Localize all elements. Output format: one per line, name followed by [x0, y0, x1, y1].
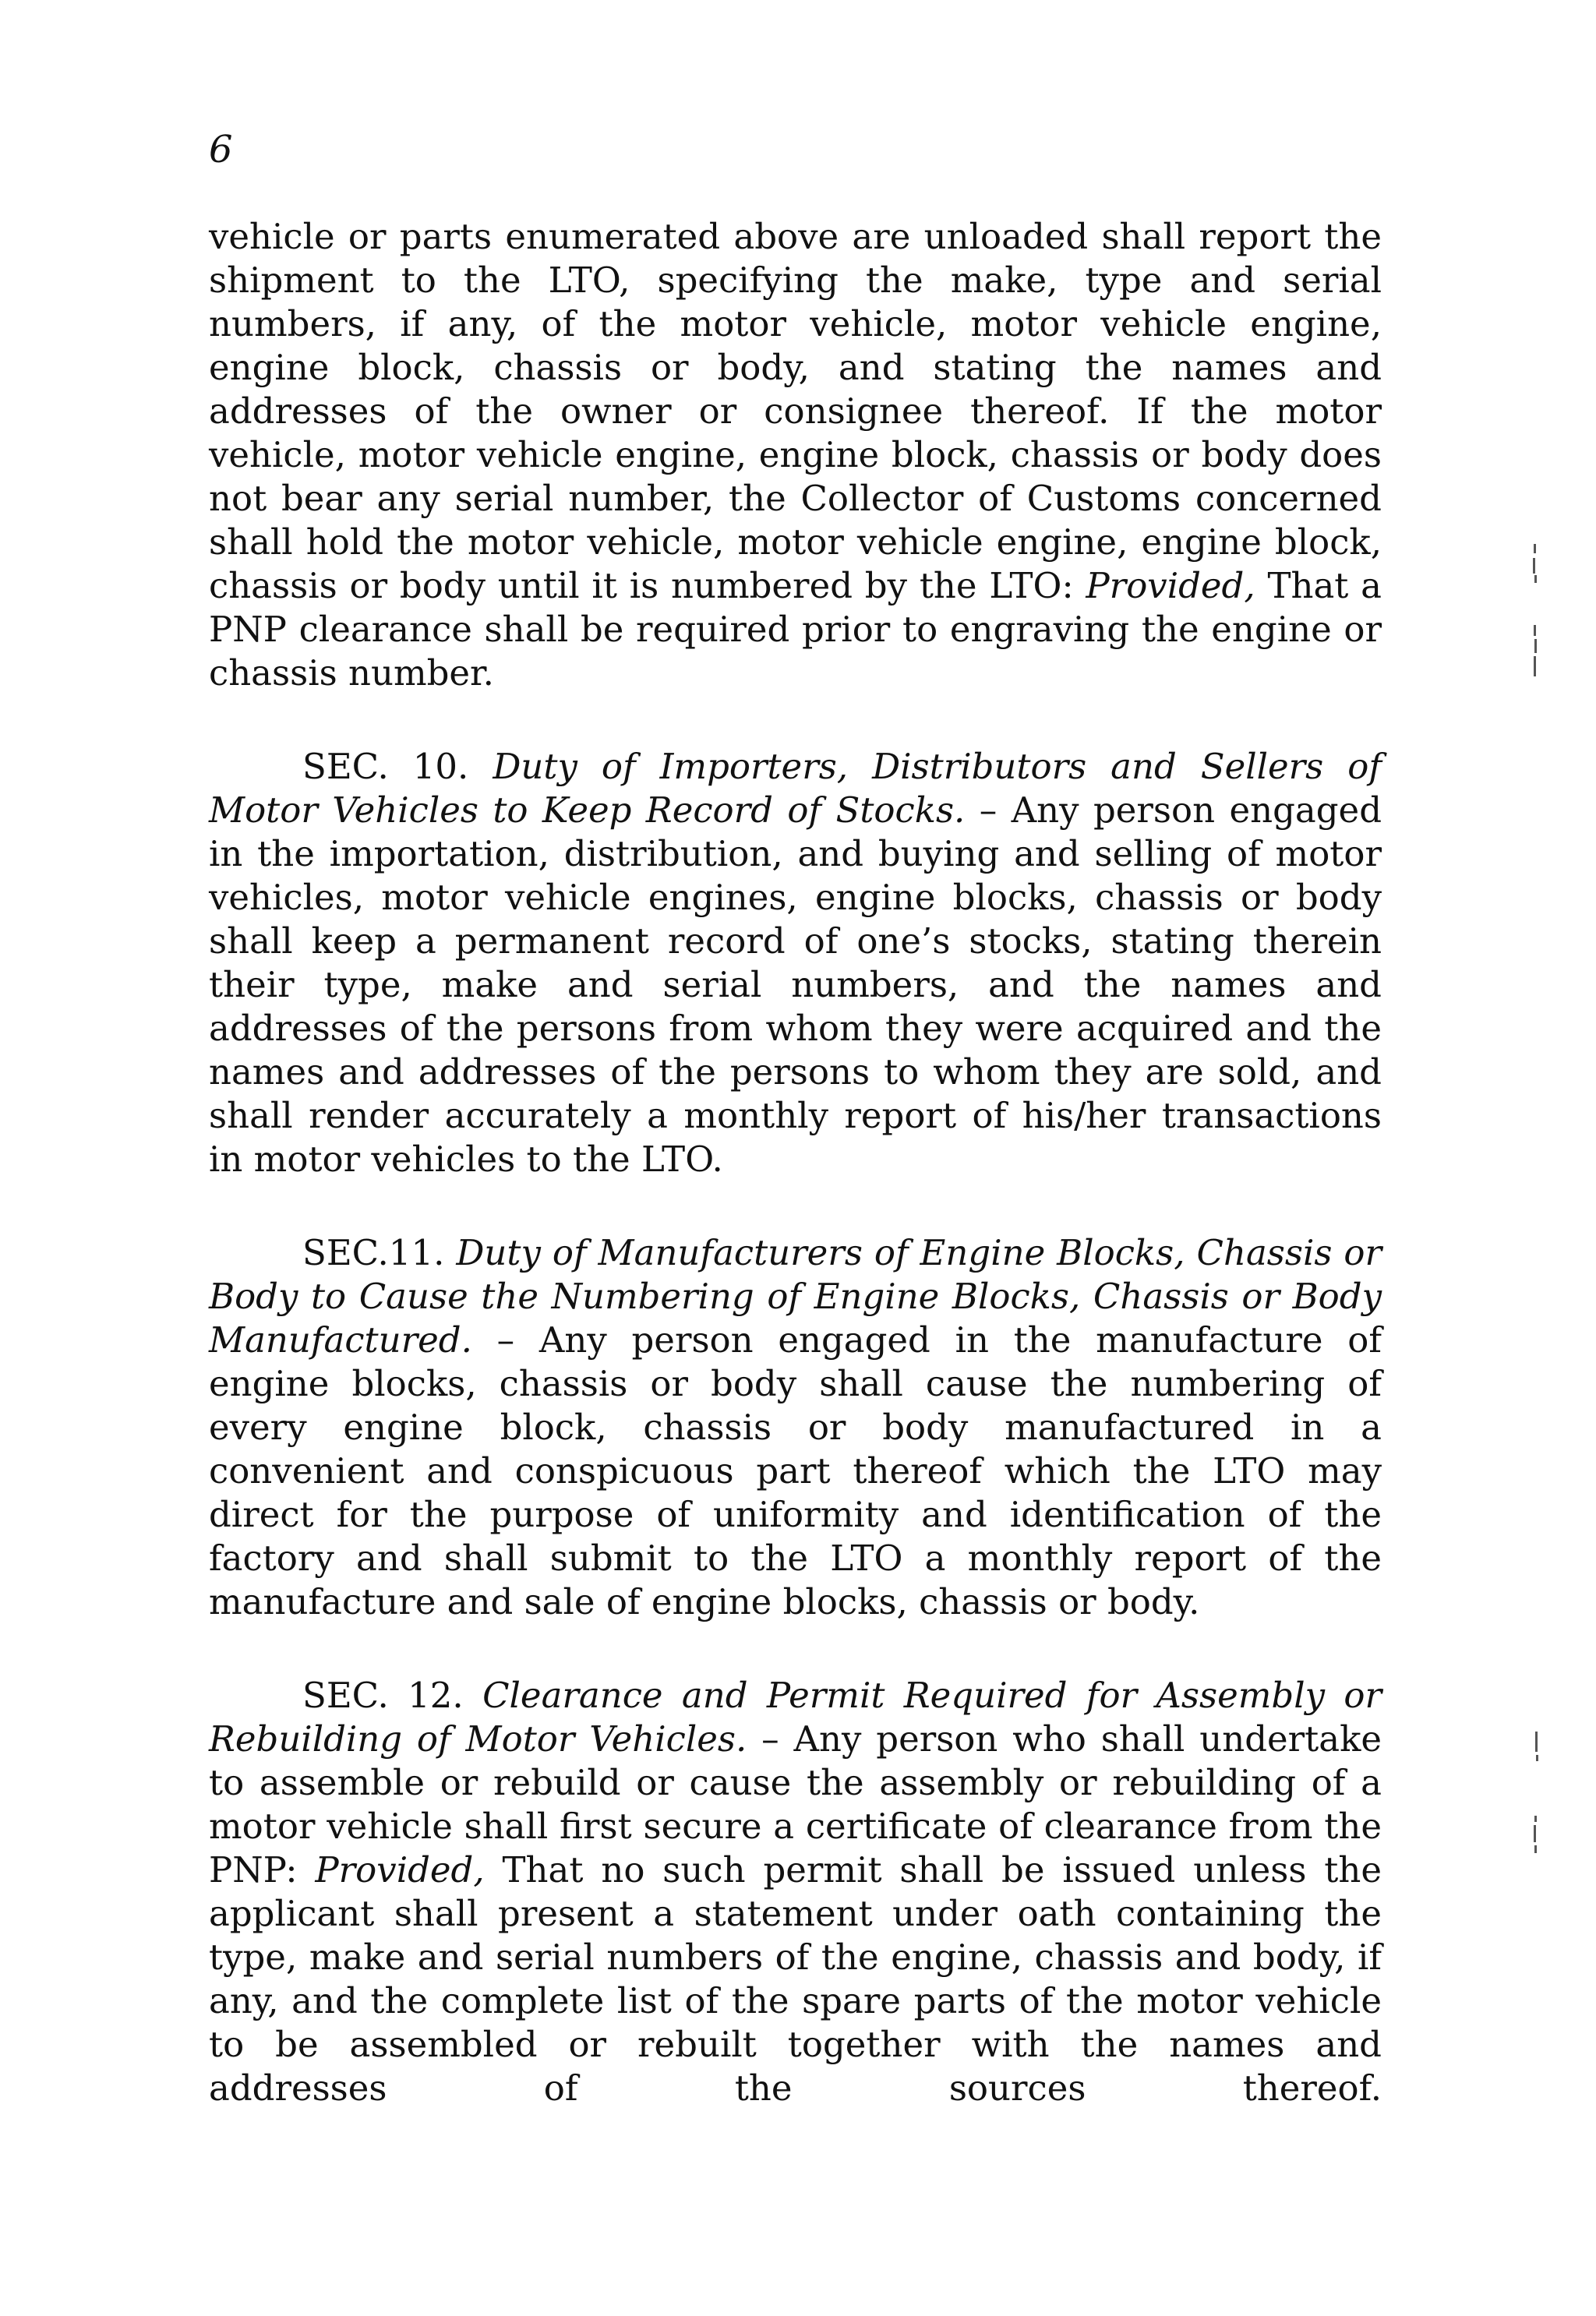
- scan-mark: [1534, 656, 1536, 676]
- scan-mark: [1534, 625, 1536, 636]
- section-12: [209, 1674, 1382, 2110]
- scan-margin-marks: [1529, 0, 1552, 2316]
- section-title: Duty of Manufacturers of Engine Blocks, Chassis or Body to Cause the Numbering of Engine Blocks, Chassis or Body Manufactured.: [209, 1232, 1382, 1361]
- section-title: Duty of Importers, Distributors and Sellers of Motor Vehicles to Keep Record of Stocks.: [209, 746, 1382, 831]
- scan-mark: [1534, 544, 1536, 553]
- section-10: [209, 745, 1382, 1181]
- section-title: Clearance and Permit Required for Assembly or Rebuilding of Motor Vehicles.: [209, 1675, 1382, 1760]
- continuation-text: vehicle or parts enumerated above are unloaded shall report the shipment to the LTO, specifying the make, type and serial numbers, if any, of the motor vehicle, motor vehicle engine, engine block, chassis or body, and stating the names and addresses of the owner or consignee thereof. If the motor vehicle, motor vehicle engine, engine block, chassis or body does not bear any serial number, the Collector of Customs concerned shall hold the motor vehicle, motor vehicle engine, engine block, chassis or body until it is numbered by the LTO:: [209, 216, 1382, 606]
- scan-mark: [1534, 575, 1537, 583]
- section-number: SEC. 10.: [302, 746, 469, 787]
- body-text: [209, 215, 1382, 2110]
- scan-mark: [1533, 558, 1535, 574]
- section-text: – Any person engaged in the manufacture of engine blocks, chassis or body shall cause the numbering of every engine block, chassis or body manufactured in a convenient and conspicuous part thereof which the LTO may direct for the purpose of uniformity and identification of the factory and shall submit to the LTO a monthly report of the manufacture and sale of engine blocks, chassis or body.: [209, 1319, 1382, 1622]
- continuation-text-after: That a PNP clearance shall be required prior to engraving the engine or chassis number.: [209, 565, 1382, 694]
- scan-mark: [1535, 1732, 1538, 1752]
- section-text-after: That no such permit shall be issued unless the applicant shall present a statement under oath containing the type, make and serial numbers of the engine, chassis and body, if any, and the complete list of the spare parts of the motor vehicle to be assembled or rebuilt together with the names and addresses of the sources thereof.: [209, 1849, 1382, 2109]
- proviso-emphasis: Provided,: [315, 1849, 485, 1891]
- scan-mark: [1536, 1755, 1538, 1761]
- scan-mark: [1534, 1816, 1537, 1822]
- continuation-paragraph: [209, 215, 1382, 695]
- section-number: SEC. 12.: [302, 1675, 464, 1716]
- proviso-emphasis: Provided,: [1086, 565, 1255, 606]
- scan-mark: [1534, 639, 1537, 653]
- section-text: – Any person engaged in the importation, distribution, and buying and selling of motor vehicles, motor vehicle engines, engine blocks, chassis or body shall keep a permanent record of one’s stocks, stating therein their type, make and serial numbers, and the names and addresses of the persons from whom they were acquired and the names and addresses of the persons to whom they are sold, and shall render accurately a monthly report of his/her transactions in motor vehicles to the LTO.: [209, 789, 1382, 1180]
- scan-mark: [1534, 1845, 1537, 1853]
- section-number: SEC.11.: [302, 1232, 445, 1273]
- section-11: [209, 1231, 1382, 1624]
- section-text: – Any person who shall undertake to assemble or rebuild or cause the assembly or rebuilding of a motor vehicle shall first secure a certificate of clearance from the PNP:: [209, 1718, 1382, 1891]
- scan-mark: [1534, 1825, 1536, 1842]
- page-number: 6: [209, 128, 233, 171]
